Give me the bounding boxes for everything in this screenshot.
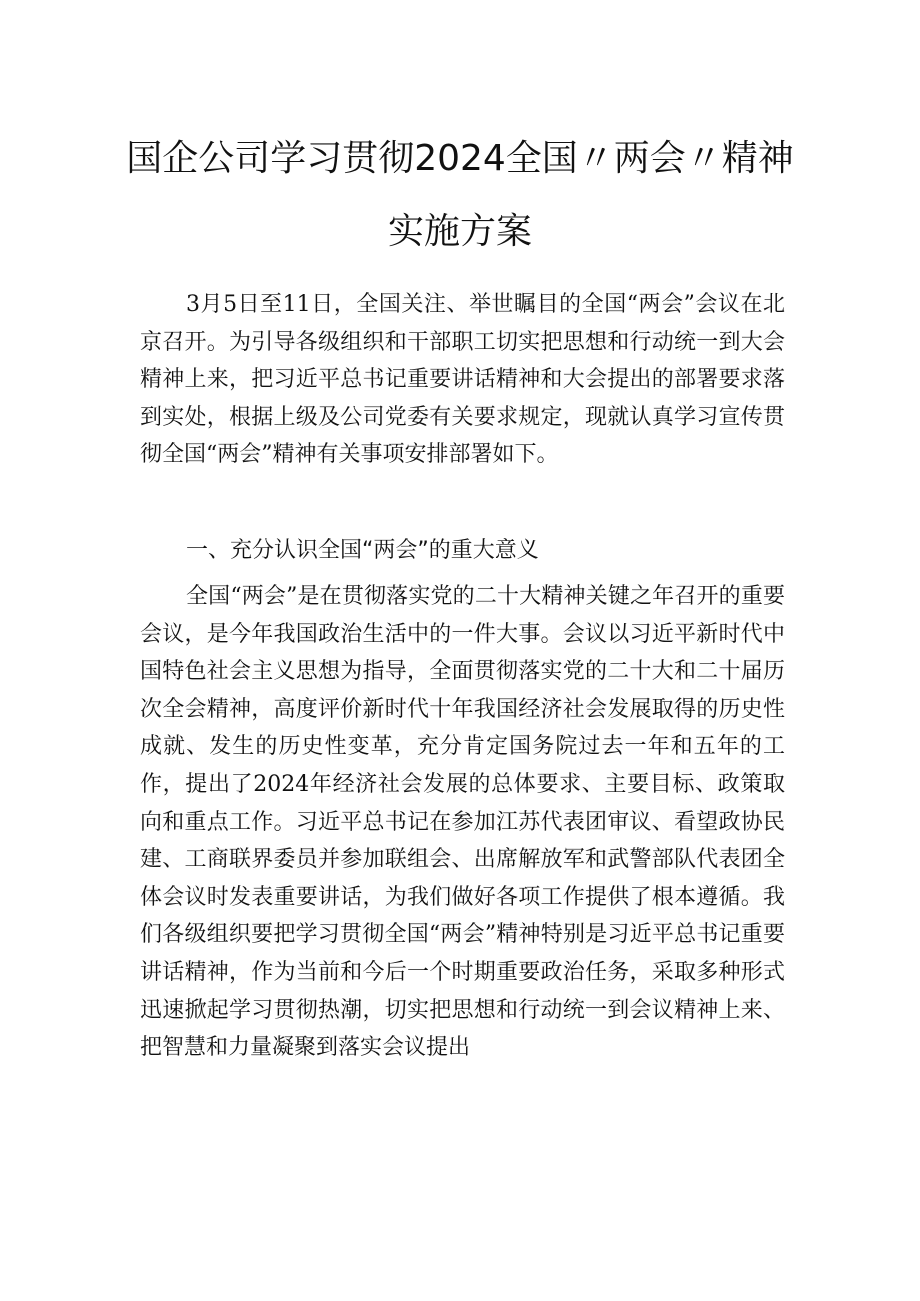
intro-paragraph: 3月5日至11日，全国关注、举世瞩目的全国“两会”会议在北京召开。为引导各级组织和干部职工切实把思想和行动统一到大会精神上来，把习近平总书记重要讲话精神和大会提出的部署要求落到实处，根据上级及公司党委有关要求规定，现就认真学习宣传贯彻全国“两会”精神有关事项安排部署如下。 xyxy=(140,292,785,468)
section-1-paragraph: 全国“两会”是在贯彻落实党的二十大精神关键之年召开的重要会议，是今年我国政治生活中的一件大事。会议以习近平新时代中国特色社会主义思想为指导，全面贯彻落实党的二十大和二十届历次全会精神，高度评价新时代十年我国经济社会发展取得的历史性成就、发生的历史性变革，充分肯定国务院过去一年和五年的工作，提出了2024年经济社会发展的总体要求、主要目标、政策取向和重点工作。习近平总书记在参加江苏代表团审议、看望政协民建、工商联界委员并参加联组会、出席解放军和武警部队代表团全体会议时发表重要讲话，为我们做好各项工作提供了根本遵循。我们各级组织要把学习贯彻全国“两会”精神特别是习近平总书记重要讲话精神，作为当前和今后一个时期重要政治任务，采取多种形式迅速掀起学习贯彻热潮，切实把思想和行动统一到会议精神上来、把智慧和力量凝聚到落实会议提出 xyxy=(140,584,785,1061)
document-title-line-1: 国企公司学习贯彻2024全国〃两会〃精神 xyxy=(126,138,794,179)
document-title-line-2: 实施方案 xyxy=(387,211,532,252)
section-1-heading: 一、充分认识全国“两会”的重大意义 xyxy=(186,538,539,563)
